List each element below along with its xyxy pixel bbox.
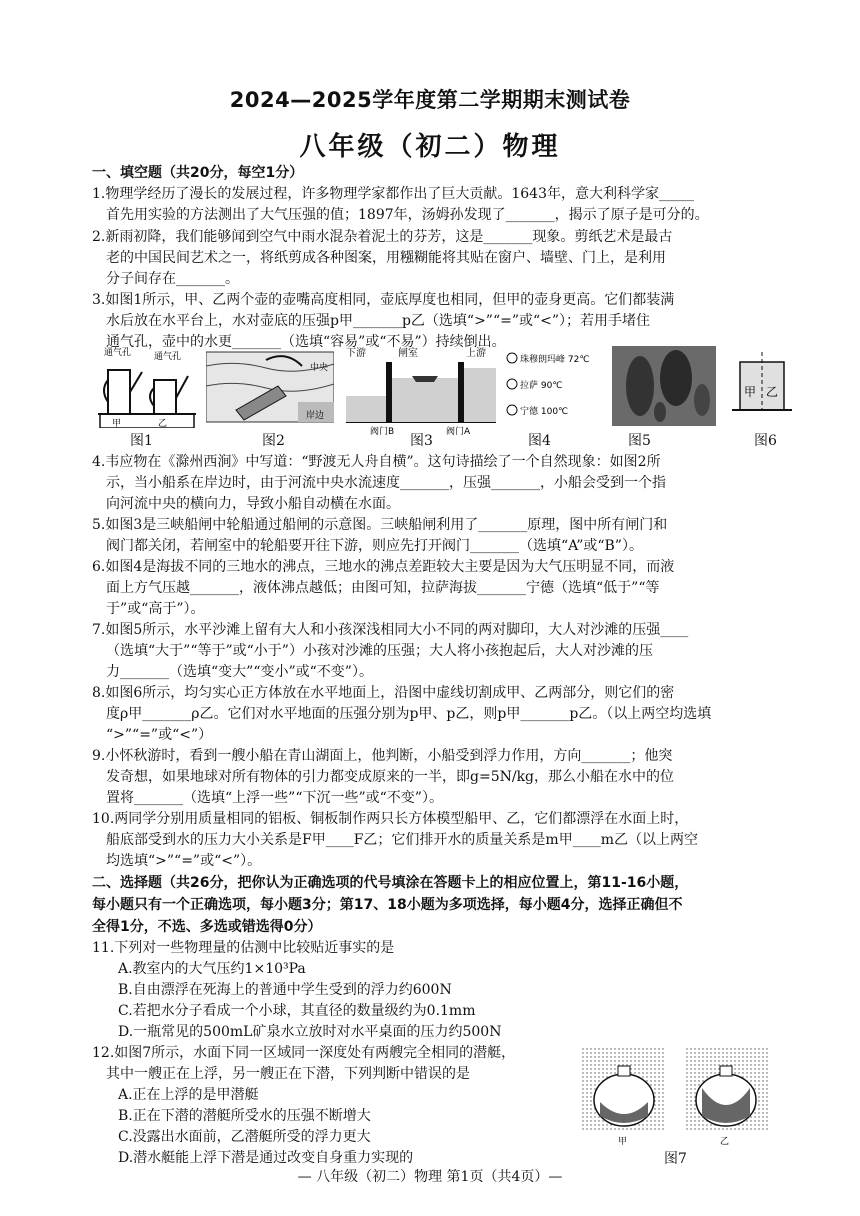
section2-heading bbox=[92, 872, 798, 938]
figure-4-boiling-points bbox=[504, 346, 604, 426]
fig4-item-3: 宁德 100℃ bbox=[520, 407, 569, 417]
figure-7-caption: 图7 bbox=[664, 1151, 687, 1167]
question-7 bbox=[92, 620, 798, 683]
figure-5-caption: 图5 bbox=[628, 433, 651, 449]
question-1 bbox=[92, 184, 798, 226]
question-line: 首先用实验的方法测出了大气压强的值；1897年，汤姆孙发现了_______，揭示了原子是可分的。 bbox=[106, 207, 709, 223]
fig6-part-a: 甲 bbox=[744, 385, 757, 399]
section1-heading: 一、填空题（共20分，每空1分） bbox=[92, 165, 304, 181]
q11-option-c: C.若把水分子看成一个小球，其直径的数量级约为0.1mm bbox=[118, 1003, 476, 1019]
figure-7-submarines bbox=[578, 1044, 778, 1148]
question-5 bbox=[92, 515, 798, 557]
fig7-sub-a: 甲 bbox=[618, 1137, 628, 1147]
q12-option-a: A.正在上浮的是甲潜艇 bbox=[118, 1087, 259, 1103]
q11-option-b: B.自由漂浮在死海上的普通中学生受到的浮力约600N bbox=[118, 982, 452, 998]
question-line: 置将_______（选填“上浮一些”“下沉一些”或“不变”）。 bbox=[106, 790, 443, 806]
figure-row bbox=[92, 346, 798, 442]
question-line: 12.如图7所示，水面下同一区域同一深度处有两艘完全相同的潜艇， bbox=[92, 1045, 516, 1061]
question-line: 阀门都关闭，若闸室中的轮船要开往下游，则应先打开阀门_______（选填“A”或“B”）。 bbox=[106, 538, 643, 554]
question-line: 度ρ甲_______ρ乙。它们对水平地面的压强分别为p甲、p乙，则p甲_______p乙。（以上两空均选填 bbox=[106, 706, 712, 722]
question-8 bbox=[92, 683, 798, 746]
question-4 bbox=[92, 452, 798, 515]
fig3-upstream: 上游 bbox=[466, 348, 486, 359]
question-line: 2.新雨初降，我们能够闻到空气中雨水混杂着泥土的芬芳，这是_______现象。剪纸艺术是最古 bbox=[92, 229, 673, 245]
question-6 bbox=[92, 557, 798, 620]
q12-option-d: D.潜水艇能上浮下潜是通过改变自身重力实现的 bbox=[118, 1150, 414, 1166]
question-line: 7.如图5所示，水平沙滩上留有大人和小孩深浅相同大小不同的两对脚印，大人对沙滩的压强____ bbox=[92, 622, 689, 638]
question-line: 4.韦应物在《滁州西涧》中写道：“野渡无人舟自横”。这句诗描绘了一个自然现象：如图2所 bbox=[92, 454, 661, 470]
q11-option-a: A.教室内的大气压约1×10³Pa bbox=[118, 961, 306, 977]
fig3-chamber: 闸室 bbox=[398, 348, 418, 359]
fig4-item-2: 拉萨 90℃ bbox=[520, 381, 563, 391]
question-line: 水后放在水平台上，水对壶底的压强p甲_______p乙（选填“>”“=”或“<”）；若用手堵住 bbox=[106, 313, 651, 329]
question-line: 力_______（选填“变大”“变小”或“不变”）。 bbox=[106, 664, 373, 680]
question-2 bbox=[92, 227, 798, 290]
section2-heading-line: 每小题只有一个正确选项，每小题3分；第17、18小题为多项选择，每小题4分，选择正确但不 bbox=[92, 897, 683, 913]
question-12-stem bbox=[92, 1043, 572, 1085]
fig2-center-label: 中央 bbox=[310, 363, 329, 373]
question-line: 8.如图6所示，均匀实心正方体放在水平地面上，沿图中虚线切割成甲、乙两部分，则它们的密 bbox=[92, 685, 675, 701]
fig3-downstream: 下游 bbox=[346, 348, 366, 359]
figure-6-caption: 图6 bbox=[754, 433, 777, 449]
q12-option-c: C.没露出水面前，乙潜艇所受的浮力更大 bbox=[118, 1129, 371, 1145]
question-line: 发奇想，如果地球对所有物体的引力都变成原来的一半，即g=5N/kg，那么小船在水中的位 bbox=[106, 769, 675, 785]
figure-2-boat bbox=[206, 346, 334, 428]
question-line: 10.两同学分别用质量相同的铝板、铜板制作两只长方体模型船甲、乙，它们都漂浮在水面上时， bbox=[92, 811, 689, 827]
fig6-part-b: 乙 bbox=[766, 385, 779, 399]
question-3 bbox=[92, 290, 798, 353]
exam-subtitle: 八年级（初二）物理 bbox=[299, 132, 561, 162]
fig4-item-1: 珠穆朗玛峰 72℃ bbox=[520, 355, 590, 365]
fig3-valve-b: 阀门B bbox=[370, 427, 395, 436]
fig1-vent-label-b: 通气孔 bbox=[154, 352, 182, 362]
figure-6-cube bbox=[732, 346, 792, 426]
figure-1-teapots bbox=[98, 346, 196, 428]
question-line: 9.小怀秋游时，看到一艘小船在青山湖面上，他判断，小船受到浮力作用，方向_______；他突 bbox=[92, 748, 673, 764]
fig2-shore-label: 岸边 bbox=[306, 411, 325, 421]
figure-4-caption: 图4 bbox=[528, 433, 551, 449]
figure-3-ship-lock bbox=[346, 346, 496, 436]
q12-option-b: B.正在下潜的潜艇所受水的压强不断增大 bbox=[118, 1108, 371, 1124]
fig1-vent-label-a: 通气孔 bbox=[104, 348, 132, 358]
question-line: 面上方气压越_______，液体沸点越低；由图可知，拉萨海拔_______宁德（选填“低于”“等 bbox=[106, 580, 660, 596]
exam-title: 2024—2025学年度第二学期期末测试卷 bbox=[229, 88, 631, 112]
question-line: “>”“=”或“<”） bbox=[106, 727, 213, 743]
figure-1-caption: 图1 bbox=[130, 433, 153, 449]
figure-5-footprints-photo bbox=[612, 346, 716, 426]
fig7-sub-b: 乙 bbox=[720, 1137, 730, 1147]
section2-heading-line: 二、选择题（共26分，把你认为正确选项的代号填涂在答题卡上的相应位置上，第11-16小题， bbox=[92, 875, 689, 891]
q11-option-d: D.一瓶常见的500mL矿泉水立放时对水平桌面的压力约500N bbox=[118, 1024, 502, 1040]
section2-heading-line: 全得1分，不选、多选或错选得0分） bbox=[92, 919, 322, 935]
question-line: 通气孔，壶中的水更_______（选填“容易”或“不易”）持续倒出。 bbox=[106, 334, 506, 350]
question-line: 5.如图3是三峡船闸中轮船通过船闸的示意图。三峡船闸利用了_______原理，图中所有闸门和 bbox=[92, 517, 668, 533]
page-footer: — 八年级（初二）物理 第1页（共4页）— bbox=[297, 1169, 563, 1185]
question-10 bbox=[92, 809, 798, 872]
question-11-stem: 11.下列对一些物理量的估测中比较贴近事实的是 bbox=[92, 940, 395, 956]
question-line: 其中一艘正在上浮，另一艘正在下潜，下列判断中错误的是 bbox=[106, 1066, 470, 1082]
question-line: 1.物理学经历了漫长的发展过程，许多物理学家都作出了巨大贡献。1643年，意大利科学家_____ bbox=[92, 186, 694, 202]
question-line: 老的中国民间艺术之一，将纸剪成各种图案，用糨糊能将其贴在窗户、墙壁、门上，是利用 bbox=[106, 250, 666, 266]
question-line: 6.如图4是海拔不同的三地水的沸点，三地水的沸点差距较大主要是因为大气压明显不同，而液 bbox=[92, 559, 675, 575]
question-line: （选填“大于”“等于”或“小于”）小孩对沙滩的压强；大人将小孩抱起后，大人对沙滩的压 bbox=[106, 643, 653, 659]
question-line: 向河流中央的横向力，导致小船自动横在水面。 bbox=[106, 496, 400, 512]
figure-3-caption: 图3 bbox=[410, 433, 433, 449]
question-line: 于”或“高于”）。 bbox=[106, 601, 205, 617]
question-line: 均选填“>”“=”或“<”）。 bbox=[106, 853, 262, 869]
figure-2-caption: 图2 bbox=[262, 433, 285, 449]
question-line: 示，当小船系在岸边时，由于河流中央水流速度_______，压强_______，小船会受到一个指 bbox=[106, 475, 666, 491]
fig3-valve-a: 阀门A bbox=[446, 427, 471, 436]
fig1-jar-a: 甲 bbox=[112, 419, 122, 428]
question-line: 船底部受到水的压力大小关系是F甲____F乙；它们排开水的质量关系是m甲____m乙（以上两空 bbox=[106, 832, 698, 848]
question-line: 分子间存在_______。 bbox=[106, 271, 239, 287]
question-line: 3.如图1所示，甲、乙两个壶的壶嘴高度相同，壶底厚度也相同，但甲的壶身更高。它们都装满 bbox=[92, 292, 675, 308]
question-9 bbox=[92, 746, 798, 809]
fig1-jar-b: 乙 bbox=[158, 419, 168, 428]
